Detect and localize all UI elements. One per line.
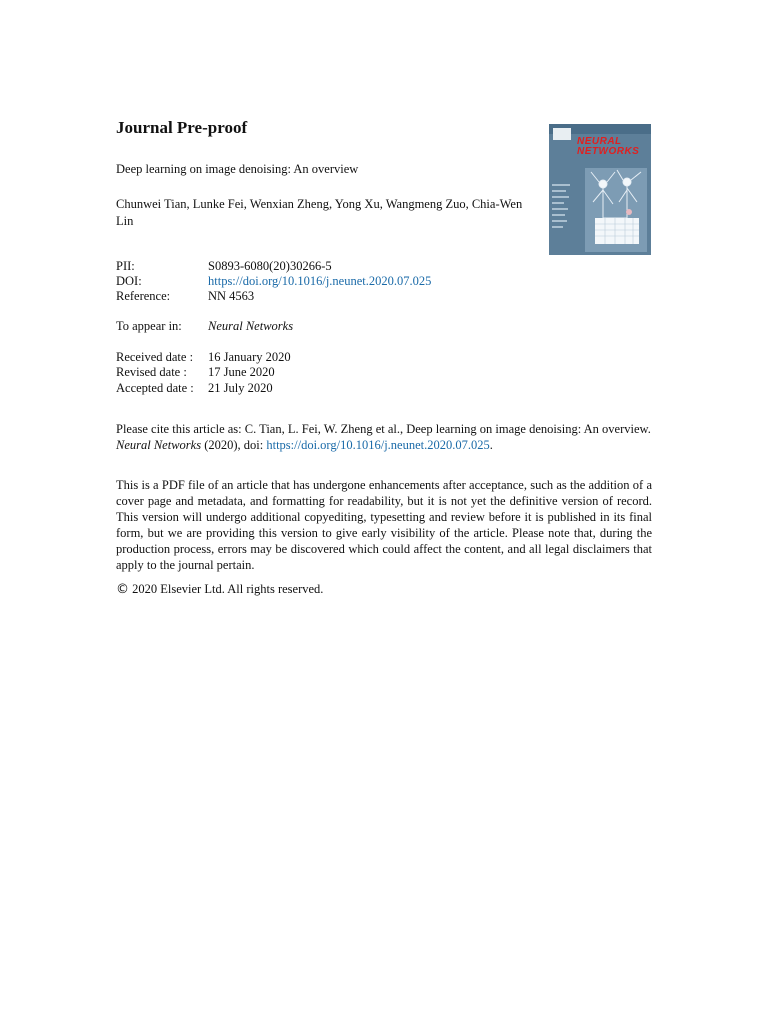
copyright-symbol: © xyxy=(116,582,129,597)
pii-row xyxy=(116,258,332,274)
accepted-date-value: 21 July 2020 xyxy=(208,381,273,395)
accepted-date-label: Accepted date : xyxy=(116,381,194,395)
citation-paragraph xyxy=(116,421,652,453)
journal-pre-proof-heading: Journal Pre-proof xyxy=(116,118,248,137)
revised-date-row xyxy=(116,364,275,380)
pii-label: PII: xyxy=(116,259,135,273)
doi-row xyxy=(116,273,431,289)
citation-doi-link[interactable]: https://doi.org/10.1016/j.neunet.2020.07.025 xyxy=(266,438,490,452)
cover-title-line2: NETWORKS xyxy=(577,146,640,157)
copyright-text: 2020 Elsevier Ltd. All rights reserved. xyxy=(129,582,324,596)
reference-row xyxy=(116,288,254,304)
doi-label: DOI: xyxy=(116,274,142,288)
pii-value: S0893-6080(20)30266-5 xyxy=(208,259,332,273)
reference-label: Reference: xyxy=(116,289,171,303)
journal-cover-thumbnail xyxy=(549,124,651,255)
appear-in-journal: Neural Networks xyxy=(208,319,294,333)
appear-in-label: To appear in: xyxy=(116,319,182,333)
revised-date-label: Revised date : xyxy=(116,365,187,379)
citation-prefix: Please cite this article as: C. Tian, L. Fei, W. Zheng et al., Deep learning on image denoising: An overview. xyxy=(116,422,651,436)
author-list: Chunwei Tian, Lunke Fei, Wenxian Zheng, Yong Xu, Wangmeng Zuo, Chia-Wen Lin xyxy=(116,197,523,228)
revised-date-value: 17 June 2020 xyxy=(208,365,275,379)
reference-value: NN 4563 xyxy=(208,289,255,303)
pre-proof-notice: This is a PDF file of an article that has undergone enhancements after acceptance, such as the addition of a cover page and metadata, and formatting for readability, but it is not yet the definitive version of record. This version will undergo additional copyediting, typesetting and review before it is published in its final form, but we are providing this version to give early visibility of the article. Please note that, during the production process, errors may be discovered which could affect the content, and all legal disclaimers that apply to the journal pertain. xyxy=(116,478,652,572)
neuron-illustration-icon xyxy=(585,168,647,252)
copyright-line xyxy=(116,581,323,598)
received-date-label: Received date : xyxy=(116,350,194,364)
cover-title-line1: NEURAL xyxy=(577,136,622,147)
citation-middle: (2020), doi: xyxy=(201,438,267,452)
received-date-row xyxy=(116,349,291,365)
cover-sidebar-text-lines xyxy=(552,184,572,232)
citation-suffix: . xyxy=(489,438,493,452)
accepted-date-row xyxy=(116,380,273,396)
citation-journal: Neural Networks xyxy=(116,438,202,452)
publisher-logo-icon xyxy=(553,128,571,140)
appear-in-row xyxy=(116,318,293,334)
received-date-value: 16 January 2020 xyxy=(208,350,291,364)
doi-link[interactable]: https://doi.org/10.1016/j.neunet.2020.07.025 xyxy=(208,274,432,288)
article-title: Deep learning on image denoising: An overview xyxy=(116,162,359,176)
